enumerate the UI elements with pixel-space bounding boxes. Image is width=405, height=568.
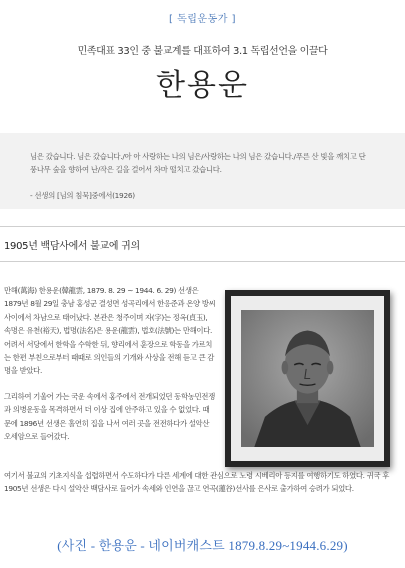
section-header <box>0 226 405 262</box>
quote-line: 풍나무 숲을 향하여 난/작은 길을 걸어서 차마 떨치고 갔습니다. <box>30 165 222 174</box>
portrait-photo-image <box>241 310 374 447</box>
body-paragraph: 그리하여 기울어 가는 국운 속에서 홍주에서 전개되었던 동학농민전쟁과 의병운동을 목격하면서 더 이상 집에 안주하고 있을 수 없었다. 때문에 1896년 선생은 홀연히 집을 나서 여러 곳을 전전하다가 설악산 오세암으로 들어갔다. <box>4 391 215 442</box>
category-label: [ 독립운동가 ] <box>169 14 236 25</box>
quote-source: - 선생의 [님의 침묵]중에서(1926) <box>30 191 135 200</box>
page-subtitle: 민족대표 33인 중 불교계를 대표하여 3.1 독립선언을 이끌다 <box>77 46 328 57</box>
page-title: 한용운 <box>156 68 249 103</box>
body-paragraph: 만해(萬海) 한용운(韓龍雲, 1879. 8. 29 ~ 1944. 6. 29) 선생은 1879년 8월 29일 충남 홍성군 결성면 성곡리에서 한응준과 온양 방씨 사이에서 차남으로 태어났다. 본관은 청주이며 자(字)는 정옥(貞玉), 속명은 유천(裕天), 법명(法名)은 용운(龍雲), 법호(法號)는 만해이다. 어려서 서당에서 한학을 수학한 뒤, 향리에서 훈장으로 학동을 가르치는 한편 부친으로부터 때때로 의인들의 기개와 사상을 전해 듣고 큰 감명을 받았다. <box>4 286 216 376</box>
photo-caption: (사진 - 한용운 - 네이버캐스트 1879.8.29~1944.6.29) <box>57 538 348 553</box>
portrait-photo <box>241 310 374 447</box>
portrait-frame <box>225 290 390 467</box>
body-text-full: 여기서 불교의 기초지식을 섭렵하면서 수도하다가 다른 세계에 대한 관심으로 노령 시베리아 등지를 여행하기도 하였다. 귀국 후 1905년 선생은 다시 설악산 백담사로 들어가 속세와 인연을 끊고 연곡(蓮谷)선사를 은사로 출가하여 승려가 되었다. <box>4 471 390 494</box>
quote-box <box>0 133 405 209</box>
header <box>0 0 405 133</box>
section-title: 1905년 백담사에서 불교에 귀의 <box>4 241 140 252</box>
portrait-mat <box>231 296 384 461</box>
quote-text <box>30 150 400 176</box>
quote-line: 님은 갔습니다. 님은 갔습니다./아 아 사랑하는 나의 님은/사랑하는 나의 님은 갔습니다./푸른 산 빛을 깨치고 단 <box>30 152 366 161</box>
body-text-column <box>4 284 216 455</box>
